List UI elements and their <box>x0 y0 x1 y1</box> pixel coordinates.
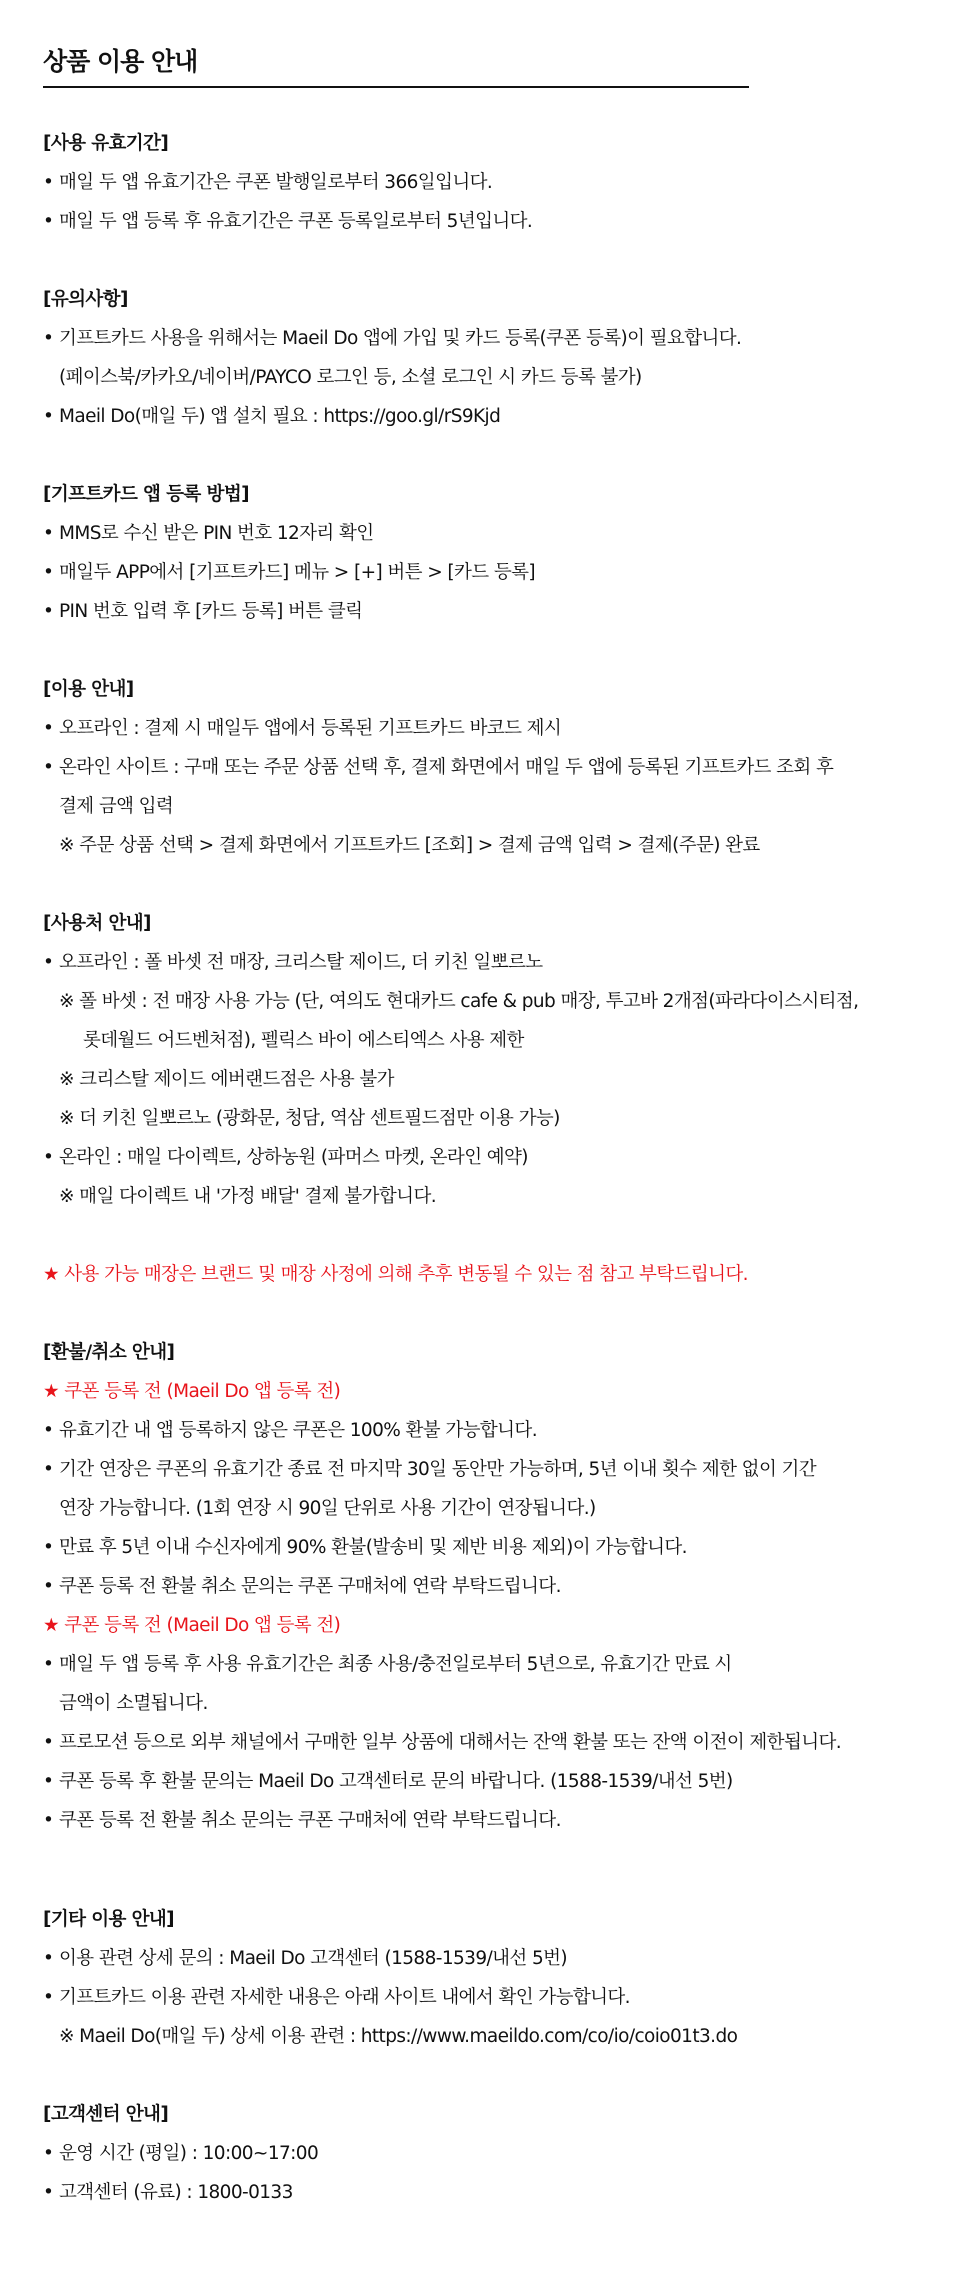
refund-heading: [환불/취소 안내] <box>43 1342 175 1363</box>
list-item: • 매일두 APP에서 [기프트카드] 메뉴 > [+] 버튼 > [카드 등록] <box>43 553 943 592</box>
bullet-icon: • <box>43 1576 54 1597</box>
bullet-icon: • <box>43 2143 54 2164</box>
store-change-notice <box>43 1255 943 1294</box>
stores-note: ※ 더 키친 일뽀르노 (광화문, 청담, 역삼 센트필드점만 이용 가능) <box>59 1108 560 1129</box>
bullet-icon: • <box>43 757 54 778</box>
caution-heading: [유의사항] <box>43 289 128 310</box>
list-item: • 매일 두 앱 유효기간은 쿠폰 발행일로부터 366일입니다. <box>43 163 943 202</box>
notice-text: ★ 사용 가능 매장은 브랜드 및 매장 사정에 의해 추후 변동될 수 있는 점 참고 부탁드립니다. <box>43 1264 748 1285</box>
bullet-icon: • <box>43 211 54 232</box>
validity-section <box>43 124 943 241</box>
list-item: • 온라인 사이트 : 구매 또는 주문 상품 선택 후, 결제 화면에서 매일 두 앱에 등록된 기프트카드 조회 후 <box>43 748 943 787</box>
bullet-icon: • <box>43 1459 54 1480</box>
cs-section <box>43 2095 943 2212</box>
register-heading: [기프트카드 앱 등록 방법] <box>43 484 249 505</box>
list-item: • 이용 관련 상세 문의 : Maeil Do 고객센터 (1588-1539/내선 5번) <box>43 1939 943 1978</box>
bullet-icon: • <box>43 1654 54 1675</box>
bullet-icon: • <box>43 523 54 544</box>
list-item: • PIN 번호 입력 후 [카드 등록] 버튼 클릭 <box>43 592 943 631</box>
list-item: • 온라인 : 매일 다이렉트, 상하농원 (파머스 마켓, 온라인 예약) <box>43 1138 943 1177</box>
stores-heading: [사용처 안내] <box>43 913 151 934</box>
bullet-icon: • <box>43 1948 54 1969</box>
bullet-icon: • <box>43 172 54 193</box>
bullet-icon: • <box>43 562 54 583</box>
bullet-icon: • <box>43 1420 54 1441</box>
list-item: • 유효기간 내 앱 등록하지 않은 쿠폰은 100% 환불 가능합니다. <box>43 1411 943 1450</box>
list-item: • 기프트카드 사용을 위해서는 Maeil Do 앱에 가입 및 카드 등록(쿠폰 등록)이 필요합니다. <box>43 319 943 358</box>
stores-note: ※ 매일 다이렉트 내 '가정 배달' 결제 불가합니다. <box>59 1186 436 1207</box>
list-item-continuation: 결제 금액 입력 <box>59 796 174 817</box>
etc-heading: [기타 이용 안내] <box>43 1909 175 1930</box>
bullet-icon: • <box>43 1987 54 2008</box>
refund-subheading: ★ 쿠폰 등록 전 (Maeil Do 앱 등록 전) <box>43 1381 341 1402</box>
stores-note: ※ 크리스탈 제이드 에버랜드점은 사용 불가 <box>59 1069 394 1090</box>
list-item: • 고객센터 (유료) : 1800-0133 <box>43 2173 943 2212</box>
bullet-icon: • <box>43 1771 54 1792</box>
bullet-icon: • <box>43 1537 54 1558</box>
list-item: • 만료 후 5년 이내 수신자에게 90% 환불(발송비 및 제반 비용 제외)이 가능합니다. <box>43 1528 943 1567</box>
bullet-icon: • <box>43 1732 54 1753</box>
bullet-icon: • <box>43 1810 54 1831</box>
list-item-continuation: 연장 가능합니다. (1회 연장 시 90일 단위로 사용 기간이 연장됩니다.) <box>59 1498 596 1519</box>
bullet-icon: • <box>43 718 54 739</box>
list-item: • MMS로 수신 받은 PIN 번호 12자리 확인 <box>43 514 943 553</box>
list-item: • 운영 시간 (평일) : 10:00~17:00 <box>43 2134 943 2173</box>
stores-section <box>43 904 943 1216</box>
list-item-continuation: 금액이 소멸됩니다. <box>59 1693 208 1714</box>
bullet-icon: • <box>43 328 54 349</box>
list-item: • 쿠폰 등록 전 환불 취소 문의는 쿠폰 구매처에 연락 부탁드립니다. <box>43 1801 943 1840</box>
list-item: • 프로모션 등으로 외부 채널에서 구매한 일부 상품에 대해서는 잔액 환불 또는 잔액 이전이 제한됩니다. <box>43 1723 943 1762</box>
etc-section <box>43 1900 943 2056</box>
stores-note: ※ 폴 바셋 : 전 매장 사용 가능 (단, 여의도 현대카드 cafe & pub 매장, 투고바 2개점(파라다이스시티점, <box>59 991 859 1012</box>
caution-section <box>43 280 943 436</box>
list-item-continuation: (페이스북/카카오/네이버/PAYCO 로그인 등, 소셜 로그인 시 카드 등록 불가) <box>59 367 642 388</box>
usage-note: ※ 주문 상품 선택 > 결제 화면에서 기프트카드 [조회] > 결제 금액 입력 > 결제(주문) 완료 <box>59 835 760 856</box>
bullet-icon: • <box>43 952 54 973</box>
list-item: • 매일 두 앱 등록 후 사용 유효기간은 최종 사용/충전일로부터 5년으로, 유효기간 만료 시 <box>43 1645 943 1684</box>
list-item: • Maeil Do(매일 두) 앱 설치 필요 : https://goo.gl/rS9Kjd <box>43 397 943 436</box>
list-item: • 기프트카드 이용 관련 자세한 내용은 아래 사이트 내에서 확인 가능합니다. <box>43 1978 943 2017</box>
stores-note-continuation: 롯데월드 어드벤처점), 펠릭스 바이 에스티엑스 사용 제한 <box>83 1030 524 1051</box>
bullet-icon: • <box>43 2182 54 2203</box>
validity-heading: [사용 유효기간] <box>43 133 169 154</box>
refund-subheading: ★ 쿠폰 등록 전 (Maeil Do 앱 등록 전) <box>43 1615 341 1636</box>
title-divider <box>43 86 749 88</box>
refund-section <box>43 1333 943 1840</box>
list-item: • 매일 두 앱 등록 후 유효기간은 쿠폰 등록일로부터 5년입니다. <box>43 202 943 241</box>
usage-heading: [이용 안내] <box>43 679 134 700</box>
list-item: • 기간 연장은 쿠폰의 유효기간 종료 전 마지막 30일 동안만 가능하며, 5년 이내 횟수 제한 없이 기간 <box>43 1450 943 1489</box>
register-section <box>43 475 943 631</box>
list-item: • 오프라인 : 결제 시 매일두 앱에서 등록된 기프트카드 바코드 제시 <box>43 709 943 748</box>
bullet-icon: • <box>43 406 54 427</box>
usage-section <box>43 670 943 865</box>
etc-note: ※ Maeil Do(매일 두) 상세 이용 관련 : https://www.maeildo.com/co/io/coio01t3.do <box>59 2026 738 2047</box>
list-item: • 오프라인 : 폴 바셋 전 매장, 크리스탈 제이드, 더 키친 일뽀르노 <box>43 943 943 982</box>
list-item: • 쿠폰 등록 전 환불 취소 문의는 쿠폰 구매처에 연락 부탁드립니다. <box>43 1567 943 1606</box>
bullet-icon: • <box>43 601 54 622</box>
bullet-icon: • <box>43 1147 54 1168</box>
page-title: 상품 이용 안내 <box>43 47 198 76</box>
list-item: • 쿠폰 등록 후 환불 문의는 Maeil Do 고객센터로 문의 바랍니다. (1588-1539/내선 5번) <box>43 1762 943 1801</box>
cs-heading: [고객센터 안내] <box>43 2104 169 2125</box>
